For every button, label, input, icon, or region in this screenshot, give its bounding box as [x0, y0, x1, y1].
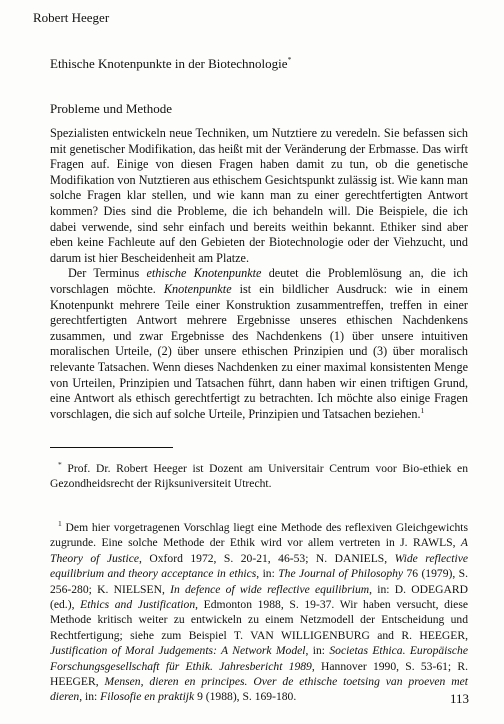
body-text [50, 126, 468, 422]
p2-text-e: ist ein bildlicher Ausdruck: wie in einem Knotenpunkt mehrere Teile einer Konstruktion zusammentreffen, treffen in einer gerechtfertigten Antwort mehrere Ergebnisse unseres ethischen Nachdenkens zusammen, und zwar Ergebnisse des Nachdenkens (1) über unsere intuitiven moralischen Urteile, (2) über unsere ethischen Prinzipien und (3) über moralisch relevante Tatsachen. Wenn dieses Nachdenken zu einer maximal konsistenten Menge von Urteilen, Prinzipien und Tatsachen führt, dann haben wir einen triftigen Grund, eine Antwort als ethisch gerechtfertigt zu betrachten. Ich möchte also einige Fragen vorschlagen, die sich auf solche Urteile, Prinzipien und Tatsachen beziehen. [50, 281, 468, 421]
footnote-author-marker: * [58, 460, 62, 469]
p2-term-ethische-knotenpunkte: ethische Knotenpunkte [146, 266, 262, 281]
footnote-1-marker: 1 [420, 405, 425, 415]
fn1-title-nielsen: In defence of wide reflective equilibrium [170, 582, 370, 596]
footnote-author-body: Prof. Dr. Robert Heeger ist Dozent am Universitair Centrum voor Bio-ethiek en Gezondheidsrecht der Rijksuniversiteit Utrecht. [50, 462, 468, 491]
fn1-part-c: , Oxford 1972, S. 20-21, 46-53; N. DANIELS, [139, 551, 395, 565]
footnote-1-number: 1 [58, 519, 62, 528]
page-number: 113 [449, 691, 469, 706]
article-title [50, 56, 291, 72]
running-header-author: Robert Heeger [33, 10, 110, 25]
fn1-journal-philosophy: The Journal of Philosophy [278, 567, 404, 581]
section-heading: Probleme und Methode [50, 101, 173, 116]
fn1-title-mensen: Mensen, dieren en principes. Over de ethische toetsing van proeven met dieren [50, 675, 468, 704]
fn1-part-g: 76 (1979), S. 256-280; K. NIELSEN, [50, 567, 468, 596]
fn1-part-m: , in: [305, 644, 330, 658]
fn1-part-o: , Hannover 1990, S. 53-61; R. HEEGER, [50, 659, 469, 689]
footnote-divider [50, 447, 173, 448]
p2-term-knotenpunkte: Knotenpunkte [163, 281, 232, 296]
fn1-part-a: Dem hier vorgetragenen Vorschlag liegt eine Methode des reflexiven Gleichgewichts zugrunde. Eine solche Methode der Ethik wird vor allem vertreten in J. RAWLS, [50, 521, 468, 550]
fn1-part-q: , in: [79, 690, 101, 704]
footnote-1-text [50, 520, 468, 705]
fn1-title-daniels: Wide reflective equilibrium and theory acceptance in ethics [50, 551, 468, 581]
fn1-title-odegard: Ethics and Justification [80, 598, 196, 612]
article-title-text: Ethische Knotenpunkte in der Biotechnologie [50, 56, 288, 71]
fn1-part-i: , in: D. ODEGARD (ed.), [50, 582, 468, 612]
paragraph-1: Spezialisten entwickeln neue Techniken, um Nutztiere zu veredeln. Sie befassen sich mit genetischer Modifikation, das heißt mit der Veränderung der Erbmasse. Das wirft Fragen auf. Einige von diesen Fragen haben damit zu tun, ob die genetische Modifikation von Nutztieren aus ethischem Gesichtspunkt zulässig ist. Wie kann man solche Fragen klar stellen, und wie kann man zu einer gerechtfertigten Antwort kommen? Dies sind die Probleme, die ich behandeln will. Die Beispiele, die ich dabei verwende, sind sehr einfach und bereits weithin bekannt. Ethiker sind aber eben keine Fachleute auf den Gebieten der Biotechnologie oder der Viehzucht, und darum ist hier Bescheidenheit am Platze. [50, 126, 468, 265]
title-footnote-marker: * [287, 55, 292, 64]
fn1-journal-filosofie: Filosofie en praktijk [100, 690, 195, 704]
p2-text-c: deutet die Problemlösung an, die ich vorschlagen möchte. [50, 266, 468, 296]
fn1-title-societas-ethica: Societas Ethica. Europäische Forschungsgesellschaft für Ethik. Jahresbericht 1989 [50, 644, 468, 673]
fn1-part-k: , Edmonton 1988, S. 19-37. Wir haben versucht, diese Methode kritisch weiter zu entwickeln zu einem Netzmodell der Entscheidung und Rechtfertigung; siehe zum Beispiel T. VAN WILLIGENBURG and R. HEEGER, [50, 598, 468, 642]
fn1-part-s: 9 (1988), S. 169-180. [194, 690, 297, 704]
footnote-author-text [50, 461, 468, 492]
fn1-part-e: , in: [256, 567, 279, 581]
paragraph-2 [50, 266, 468, 422]
fn1-title-network-model: Justification of Moral Judgements: A Network Model [50, 644, 306, 658]
footnote-1 [50, 520, 468, 705]
fn1-title-rawls: A Theory of Justice [50, 536, 468, 565]
p2-text-a: Der Terminus [68, 266, 147, 281]
footnote-author [50, 461, 468, 492]
